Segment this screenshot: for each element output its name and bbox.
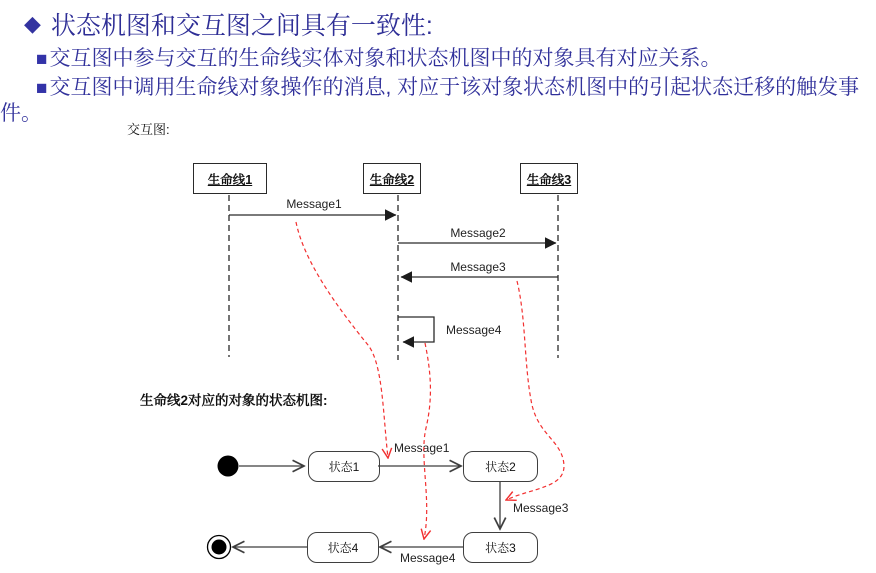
state-node-3: 状态3 bbox=[463, 532, 538, 563]
sequence-diagram-caption: 交互图: bbox=[127, 122, 170, 137]
square-bullet-icon: ■ bbox=[36, 49, 48, 70]
lifeline-head-2: 生命线2 bbox=[363, 163, 421, 194]
state-machine-caption: 生命线2对应的对象的状态机图: bbox=[140, 393, 328, 408]
lifeline-head-1: 生命线1 bbox=[193, 163, 267, 194]
transition-message4-label: Message4 bbox=[400, 551, 456, 565]
state-node-2: 状态2 bbox=[463, 451, 538, 482]
state-node-4: 状态4 bbox=[307, 532, 379, 563]
message4-label: Message4 bbox=[446, 323, 502, 337]
transition-message3-label: Message3 bbox=[513, 501, 569, 515]
bullet-item-2-text: 交互图中调用生命线对象操作的消息, 对应于该对象状态机图中的引起状态迁移的触发事件。 bbox=[0, 76, 860, 125]
state-node-1: 状态1 bbox=[308, 451, 380, 482]
message1-label: Message1 bbox=[286, 197, 342, 211]
bullet-item-1-text: 交互图中参与交互的生命线实体对象和状态机图中的对象具有对应关系。 bbox=[49, 47, 722, 70]
square-bullet-icon: ■ bbox=[36, 78, 48, 99]
diamond-bullet-icon: ◆ bbox=[24, 11, 41, 36]
transition-message1-label: Message1 bbox=[394, 441, 450, 455]
slide-title-text: 状态机图和交互图之间具有一致性: bbox=[50, 12, 433, 40]
lifeline-head-3: 生命线3 bbox=[520, 163, 578, 194]
message3-label: Message3 bbox=[450, 260, 506, 274]
message2-label: Message2 bbox=[450, 226, 506, 240]
